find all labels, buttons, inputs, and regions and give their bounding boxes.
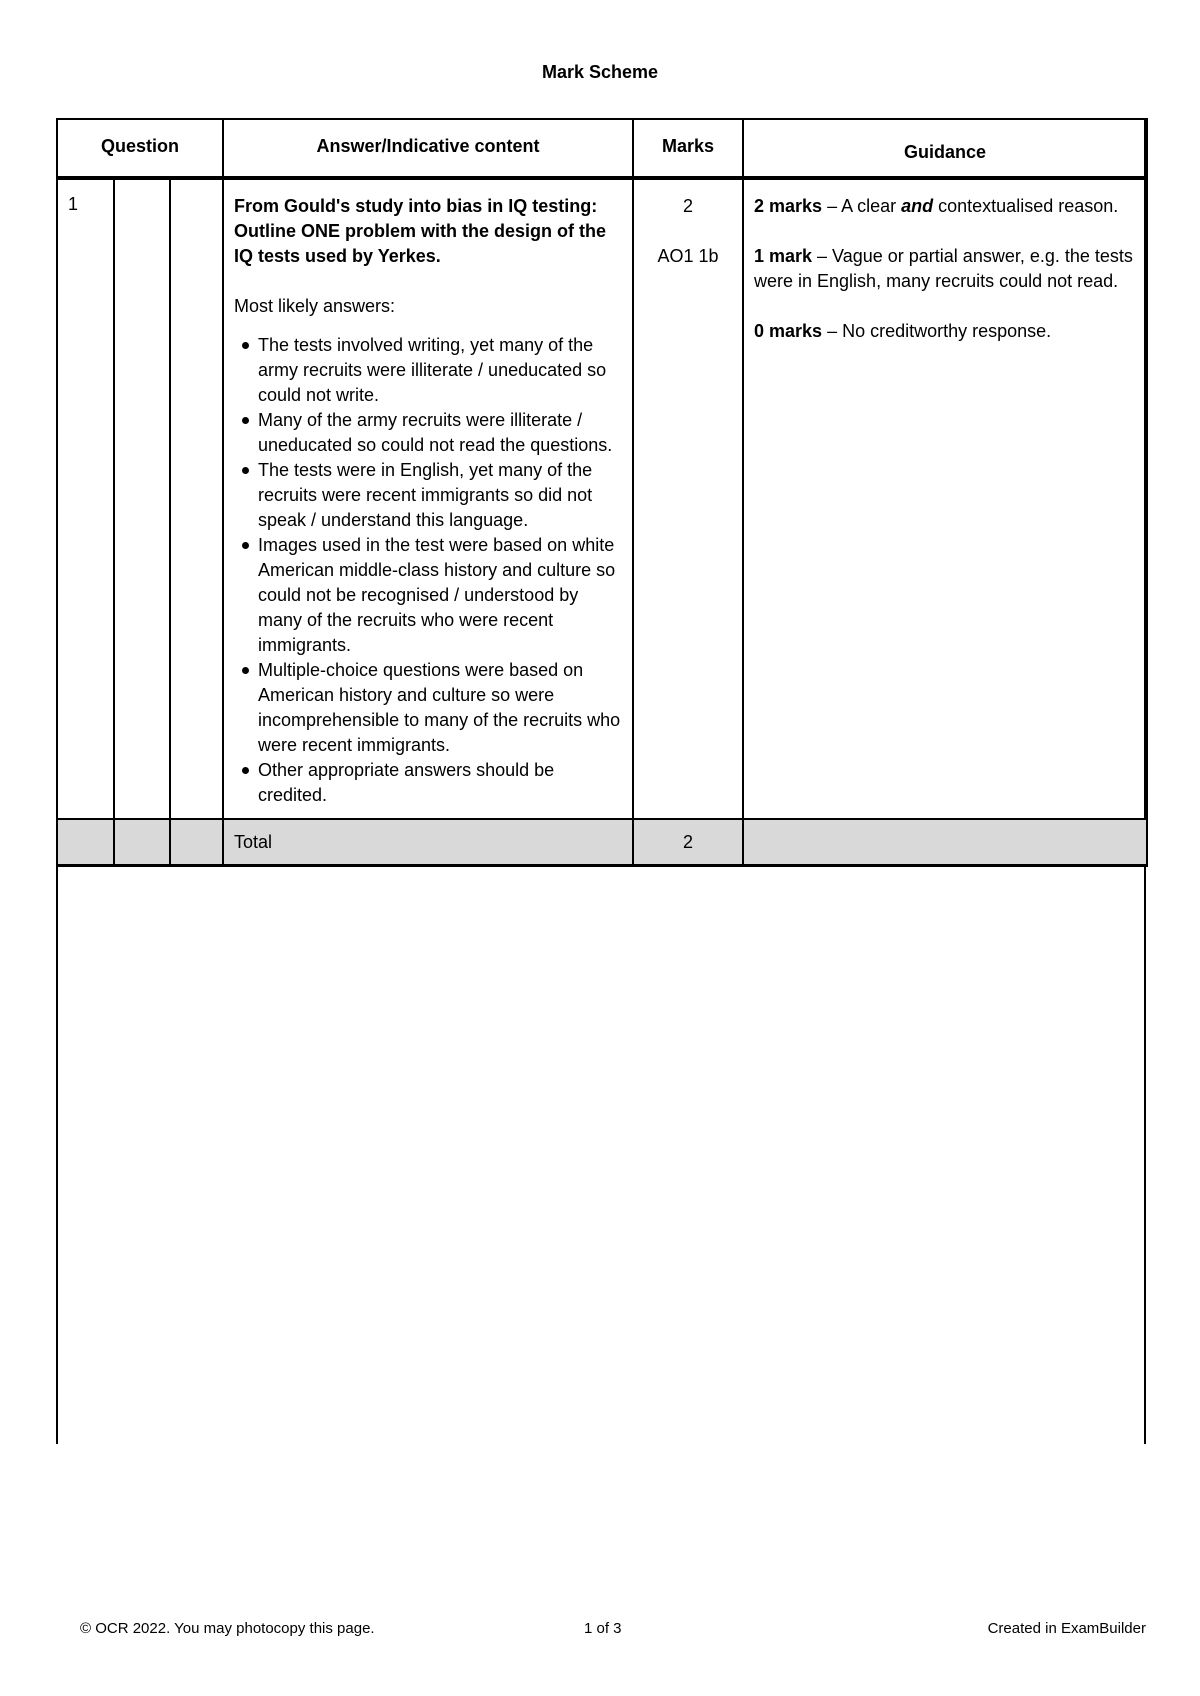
answer-cell — [223, 178, 633, 819]
marks-header: Marks — [633, 119, 743, 178]
one-mark-label: 1 mark — [754, 246, 813, 266]
footer-page-number: 1 of 3 — [584, 1620, 622, 1637]
question-prompt: From Gould's study into bias in IQ testing: Outline ONE problem with the design of the IQ tests used by Yerkes. — [234, 196, 607, 266]
total-label: Total — [223, 819, 633, 866]
total-empty-cell — [57, 819, 114, 866]
page-title: Mark Scheme — [541, 62, 659, 82]
two-marks-emphasis: and — [901, 196, 934, 216]
question-header: Question — [57, 119, 223, 178]
total-marks: 2 — [633, 819, 743, 866]
question-number: 1 — [57, 178, 114, 819]
list-item: The tests were in English, yet many of the recruits were recent immigrants so did not speak / understand this language. — [258, 458, 624, 533]
guidance-two-marks — [754, 194, 1138, 219]
table-row — [57, 178, 1147, 819]
assessment-objective: AO1 1b — [657, 246, 719, 266]
total-empty-cell — [170, 819, 223, 866]
one-mark-text: – Vague or partial answer, e.g. the tests were in English, many recruits could not read. — [754, 246, 1133, 291]
answer-header: Answer/Indicative content — [223, 119, 633, 178]
total-row — [57, 819, 1147, 866]
guidance-header: Guidance — [743, 119, 1147, 178]
list-item: Multiple-choice questions were based on American history and culture so were incomprehensible to many of the recruits who were recent immigrants. — [258, 658, 624, 758]
guidance-zero-marks — [754, 319, 1138, 344]
subquestion-cell — [114, 178, 170, 819]
footer-copyright: © OCR 2022. You may photocopy this page. — [80, 1620, 375, 1637]
list-item: Images used in the test were based on white American middle-class history and culture so could not be recognised / understood by many of the recruits who were recent immigrants. — [258, 533, 624, 658]
subpart-cell — [170, 178, 223, 819]
answers-intro: Most likely answers: — [234, 296, 396, 316]
zero-marks-text: – No creditworthy response. — [822, 321, 1052, 341]
zero-marks-label: 0 marks — [754, 321, 823, 341]
guidance-one-mark — [754, 244, 1138, 294]
list-item: Many of the army recruits were illiterate / uneducated so could not read the questions. — [258, 408, 624, 458]
two-marks-text: – A clear — [822, 196, 902, 216]
header-row — [57, 119, 1147, 178]
total-empty-cell — [114, 819, 170, 866]
mark-scheme-table — [56, 118, 1148, 867]
marks-cell — [633, 178, 743, 819]
footer-created-in: Created in ExamBuilder — [987, 1620, 1146, 1637]
list-item: Other appropriate answers should be credited. — [258, 758, 624, 808]
answer-list — [234, 333, 624, 808]
two-marks-text-end: contextualised reason. — [933, 196, 1119, 216]
guidance-cell — [743, 178, 1147, 819]
marks-value: 2 — [682, 196, 693, 216]
two-marks-label: 2 marks — [754, 196, 823, 216]
total-guidance-cell — [743, 819, 1147, 866]
list-item: The tests involved writing, yet many of the army recruits were illiterate / uneducated so could not write. — [258, 333, 624, 408]
